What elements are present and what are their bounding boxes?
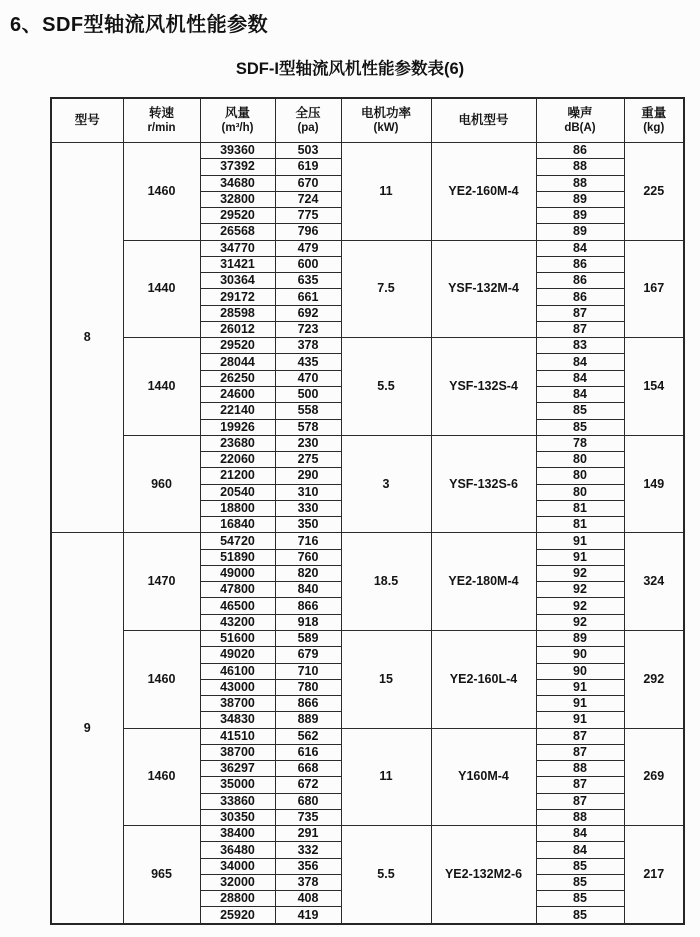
cell-noise: 80 [536, 468, 624, 484]
performance-table [50, 97, 685, 925]
cell-noise: 89 [536, 224, 624, 240]
cell-flow: 22140 [200, 403, 275, 419]
cell-noise: 86 [536, 273, 624, 289]
cell-pressure: 796 [275, 224, 341, 240]
cell-flow: 30350 [200, 809, 275, 825]
col-header-weight-unit: (kg) [643, 121, 665, 134]
cell-power: 11 [341, 143, 431, 241]
cell-flow: 19926 [200, 419, 275, 435]
cell-pressure: 820 [275, 565, 341, 581]
cell-flow: 16840 [200, 517, 275, 533]
col-header-pressure-label: 全压 [295, 105, 321, 120]
cell-noise: 89 [536, 191, 624, 207]
table-row [51, 240, 684, 256]
cell-flow: 21200 [200, 468, 275, 484]
cell-flow: 38700 [200, 696, 275, 712]
cell-noise: 87 [536, 777, 624, 793]
cell-noise: 81 [536, 500, 624, 516]
cell-flow: 41510 [200, 728, 275, 744]
cell-pressure: 889 [275, 712, 341, 728]
col-header-noise-unit: dB(A) [564, 121, 596, 134]
cell-flow: 54720 [200, 533, 275, 549]
cell-pressure: 619 [275, 159, 341, 175]
cell-noise: 89 [536, 630, 624, 646]
cell-noise: 92 [536, 598, 624, 614]
cell-flow: 28800 [200, 891, 275, 907]
cell-pressure: 330 [275, 500, 341, 516]
col-header-model [51, 98, 123, 143]
table-row [51, 826, 684, 842]
cell-noise: 83 [536, 338, 624, 354]
cell-speed: 1440 [123, 338, 200, 436]
cell-flow: 34770 [200, 240, 275, 256]
cell-flow: 46100 [200, 663, 275, 679]
col-header-pressure-unit: (pa) [297, 121, 319, 134]
cell-pressure: 723 [275, 321, 341, 337]
cell-motor: YE2-132M2-6 [431, 826, 536, 924]
cell-flow: 29520 [200, 208, 275, 224]
cell-pressure: 578 [275, 419, 341, 435]
col-header-flow-unit: (m³/h) [221, 121, 254, 134]
cell-flow: 29172 [200, 289, 275, 305]
col-header-noise [536, 98, 624, 143]
cell-flow: 47800 [200, 582, 275, 598]
cell-pressure: 332 [275, 842, 341, 858]
cell-speed: 1460 [123, 630, 200, 728]
cell-pressure: 680 [275, 793, 341, 809]
cell-power: 11 [341, 728, 431, 826]
cell-noise: 88 [536, 159, 624, 175]
cell-flow: 34830 [200, 712, 275, 728]
cell-noise: 87 [536, 744, 624, 760]
col-header-power [341, 98, 431, 143]
cell-noise: 89 [536, 208, 624, 224]
cell-pressure: 470 [275, 370, 341, 386]
cell-noise: 81 [536, 517, 624, 533]
col-header-flow-label: 风量 [224, 105, 250, 120]
cell-pressure: 350 [275, 517, 341, 533]
cell-flow: 20540 [200, 484, 275, 500]
cell-flow: 35000 [200, 777, 275, 793]
cell-flow: 46500 [200, 598, 275, 614]
col-header-motor-label: 电机型号 [458, 113, 509, 127]
cell-flow: 51890 [200, 549, 275, 565]
cell-flow: 36297 [200, 761, 275, 777]
col-header-weight [624, 98, 684, 143]
cell-motor: YSF-132S-4 [431, 338, 536, 436]
cell-flow: 18800 [200, 500, 275, 516]
cell-noise: 84 [536, 240, 624, 256]
cell-flow: 34000 [200, 858, 275, 874]
cell-noise: 84 [536, 842, 624, 858]
cell-flow: 49000 [200, 565, 275, 581]
cell-noise: 91 [536, 679, 624, 695]
cell-flow: 49020 [200, 647, 275, 663]
cell-noise: 84 [536, 386, 624, 402]
cell-speed: 1470 [123, 533, 200, 631]
header-row [51, 98, 684, 143]
cell-pressure: 670 [275, 175, 341, 191]
cell-power: 7.5 [341, 240, 431, 338]
cell-flow: 43200 [200, 614, 275, 630]
col-header-weight-label: 重量 [641, 105, 667, 120]
cell-pressure: 290 [275, 468, 341, 484]
cell-flow: 51600 [200, 630, 275, 646]
col-header-model-label: 型号 [74, 113, 100, 127]
cell-pressure: 724 [275, 191, 341, 207]
col-header-speed-label: 转速 [148, 105, 174, 120]
cell-pressure: 866 [275, 696, 341, 712]
cell-pressure: 589 [275, 630, 341, 646]
cell-pressure: 635 [275, 273, 341, 289]
page-title: 6、SDF型轴流风机性能参数 [10, 14, 269, 36]
cell-power: 3 [341, 435, 431, 533]
cell-pressure: 710 [275, 663, 341, 679]
cell-noise: 80 [536, 452, 624, 468]
cell-flow: 37392 [200, 159, 275, 175]
cell-flow: 36480 [200, 842, 275, 858]
cell-noise: 92 [536, 614, 624, 630]
cell-noise: 86 [536, 289, 624, 305]
table-row [51, 630, 684, 646]
cell-weight: 167 [624, 240, 684, 338]
col-header-pressure [275, 98, 341, 143]
col-header-speed [123, 98, 200, 143]
cell-noise: 92 [536, 582, 624, 598]
cell-noise: 87 [536, 728, 624, 744]
cell-pressure: 775 [275, 208, 341, 224]
cell-motor: YE2-160L-4 [431, 630, 536, 728]
cell-noise: 91 [536, 696, 624, 712]
cell-pressure: 735 [275, 809, 341, 825]
cell-flow: 38700 [200, 744, 275, 760]
cell-noise: 85 [536, 858, 624, 874]
table-row [51, 728, 684, 744]
cell-motor: YSF-132M-4 [431, 240, 536, 338]
cell-noise: 84 [536, 370, 624, 386]
cell-flow: 33860 [200, 793, 275, 809]
cell-weight: 149 [624, 435, 684, 533]
cell-noise: 86 [536, 143, 624, 159]
cell-noise: 91 [536, 533, 624, 549]
cell-flow: 25920 [200, 907, 275, 924]
cell-noise: 78 [536, 435, 624, 451]
cell-noise: 87 [536, 793, 624, 809]
cell-flow: 26012 [200, 321, 275, 337]
cell-weight: 154 [624, 338, 684, 436]
table-subtitle: SDF-I型轴流风机性能参数表(6) [235, 60, 465, 78]
cell-speed: 1460 [123, 143, 200, 241]
cell-pressure: 479 [275, 240, 341, 256]
cell-motor: YE2-180M-4 [431, 533, 536, 631]
cell-speed: 1460 [123, 728, 200, 826]
cell-noise: 88 [536, 175, 624, 191]
cell-pressure: 760 [275, 549, 341, 565]
cell-flow: 32000 [200, 874, 275, 890]
cell-flow: 43000 [200, 679, 275, 695]
col-header-flow [200, 98, 275, 143]
col-header-motor [431, 98, 536, 143]
cell-flow: 23680 [200, 435, 275, 451]
cell-speed: 1440 [123, 240, 200, 338]
table-row [51, 533, 684, 549]
cell-motor: Y160M-4 [431, 728, 536, 826]
cell-pressure: 419 [275, 907, 341, 924]
performance-table-body [51, 143, 684, 925]
cell-motor: YE2-160M-4 [431, 143, 536, 241]
cell-speed: 960 [123, 435, 200, 533]
cell-noise: 91 [536, 712, 624, 728]
cell-model: 9 [51, 533, 123, 924]
col-header-speed-unit: r/min [147, 121, 176, 134]
cell-pressure: 378 [275, 338, 341, 354]
cell-pressure: 408 [275, 891, 341, 907]
cell-noise: 90 [536, 647, 624, 663]
cell-weight: 324 [624, 533, 684, 631]
cell-pressure: 291 [275, 826, 341, 842]
cell-flow: 26250 [200, 370, 275, 386]
cell-pressure: 716 [275, 533, 341, 549]
cell-flow: 39360 [200, 143, 275, 159]
cell-power: 15 [341, 630, 431, 728]
cell-pressure: 500 [275, 386, 341, 402]
cell-noise: 85 [536, 874, 624, 890]
cell-pressure: 230 [275, 435, 341, 451]
cell-speed: 965 [123, 826, 200, 924]
cell-weight: 217 [624, 826, 684, 924]
cell-noise: 84 [536, 354, 624, 370]
cell-weight: 269 [624, 728, 684, 826]
cell-pressure: 840 [275, 582, 341, 598]
cell-noise: 87 [536, 305, 624, 321]
cell-noise: 85 [536, 891, 624, 907]
cell-flow: 34680 [200, 175, 275, 191]
cell-weight: 292 [624, 630, 684, 728]
cell-flow: 30364 [200, 273, 275, 289]
cell-flow: 24600 [200, 386, 275, 402]
cell-pressure: 668 [275, 761, 341, 777]
cell-flow: 29520 [200, 338, 275, 354]
cell-pressure: 503 [275, 143, 341, 159]
cell-pressure: 310 [275, 484, 341, 500]
table-row [51, 338, 684, 354]
cell-pressure: 780 [275, 679, 341, 695]
cell-power: 5.5 [341, 826, 431, 924]
cell-pressure: 378 [275, 874, 341, 890]
cell-noise: 85 [536, 907, 624, 924]
cell-noise: 84 [536, 826, 624, 842]
cell-flow: 26568 [200, 224, 275, 240]
col-header-power-unit: (kW) [373, 121, 399, 134]
cell-model: 8 [51, 143, 123, 533]
cell-flow: 38400 [200, 826, 275, 842]
table-row [51, 435, 684, 451]
cell-weight: 225 [624, 143, 684, 241]
cell-noise: 87 [536, 321, 624, 337]
cell-flow: 31421 [200, 256, 275, 272]
cell-noise: 92 [536, 565, 624, 581]
cell-pressure: 356 [275, 858, 341, 874]
cell-noise: 86 [536, 256, 624, 272]
cell-pressure: 558 [275, 403, 341, 419]
cell-pressure: 866 [275, 598, 341, 614]
col-header-noise-label: 噪声 [567, 105, 593, 120]
cell-pressure: 679 [275, 647, 341, 663]
cell-motor: YSF-132S-6 [431, 435, 536, 533]
cell-noise: 90 [536, 663, 624, 679]
cell-power: 5.5 [341, 338, 431, 436]
cell-noise: 85 [536, 419, 624, 435]
col-header-power-label: 电机功率 [360, 105, 411, 120]
cell-pressure: 918 [275, 614, 341, 630]
cell-flow: 32800 [200, 191, 275, 207]
cell-pressure: 600 [275, 256, 341, 272]
cell-noise: 80 [536, 484, 624, 500]
cell-pressure: 435 [275, 354, 341, 370]
cell-flow: 28598 [200, 305, 275, 321]
cell-flow: 22060 [200, 452, 275, 468]
cell-noise: 88 [536, 761, 624, 777]
cell-power: 18.5 [341, 533, 431, 631]
cell-flow: 28044 [200, 354, 275, 370]
table-row [51, 143, 684, 159]
cell-noise: 85 [536, 403, 624, 419]
cell-noise: 88 [536, 809, 624, 825]
cell-noise: 91 [536, 549, 624, 565]
cell-pressure: 692 [275, 305, 341, 321]
cell-pressure: 616 [275, 744, 341, 760]
cell-pressure: 661 [275, 289, 341, 305]
cell-pressure: 275 [275, 452, 341, 468]
cell-pressure: 562 [275, 728, 341, 744]
cell-pressure: 672 [275, 777, 341, 793]
